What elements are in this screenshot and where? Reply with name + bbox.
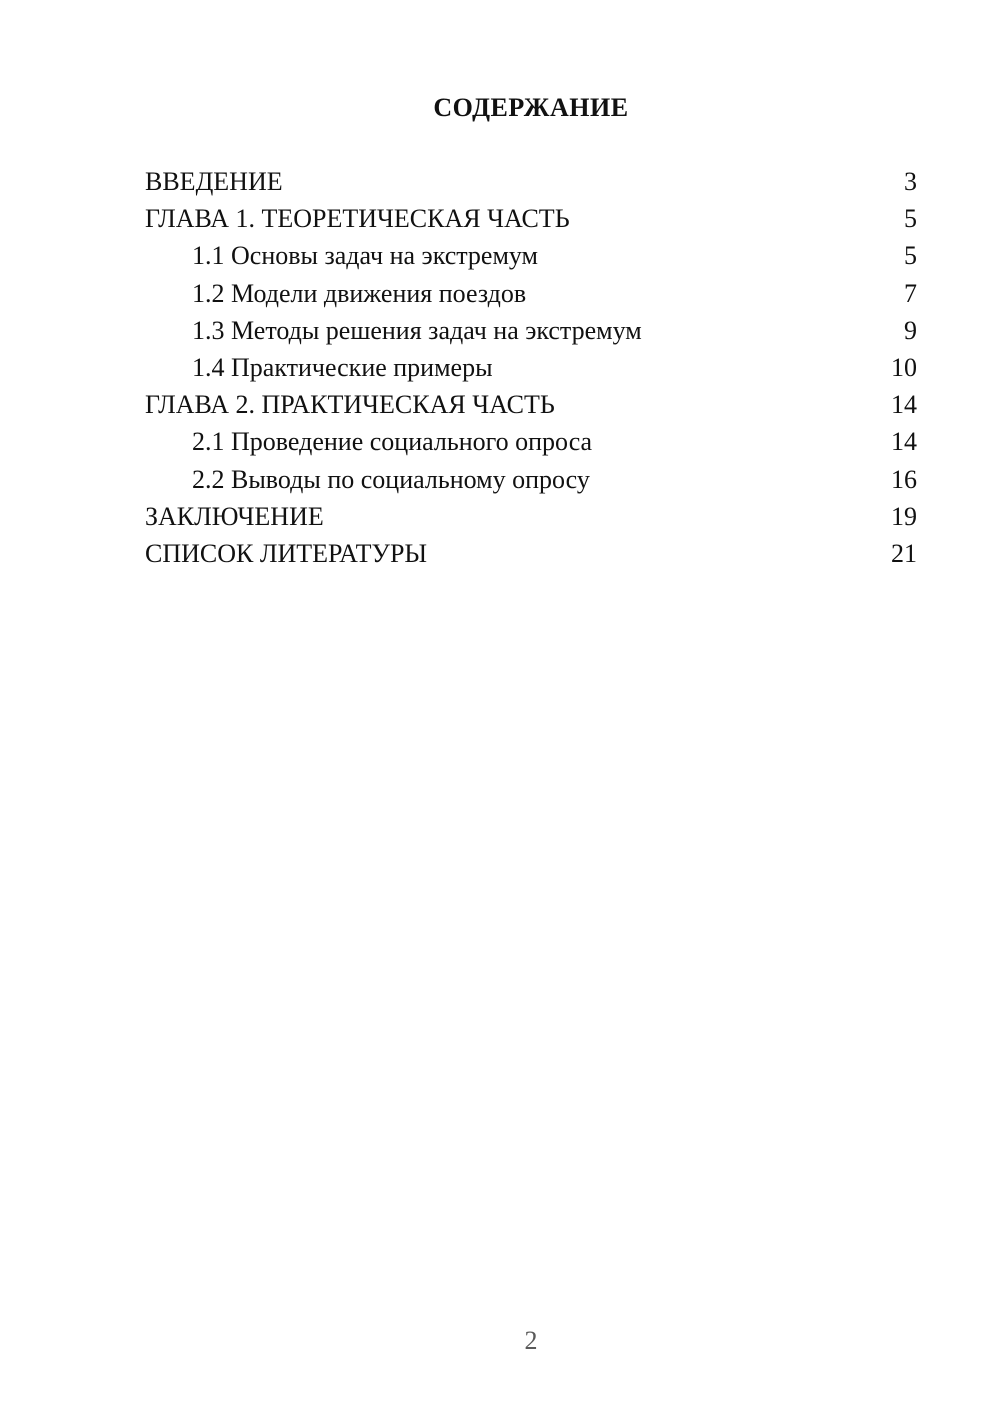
toc-entry-label: 1.3 Методы решения задач на экстремум — [192, 315, 642, 345]
toc-entry — [145, 275, 917, 312]
toc-entry-page: 9 — [904, 315, 917, 345]
table-of-contents — [145, 163, 917, 572]
toc-entry-page: 14 — [891, 390, 917, 420]
toc-entry-page: 5 — [904, 241, 917, 271]
toc-entry — [145, 237, 917, 274]
toc-entry-label: 1.1 Основы задач на экстремум — [192, 241, 539, 271]
toc-entry — [145, 461, 917, 498]
toc-entry-page: 19 — [891, 501, 917, 531]
toc-entry-label: ЗАКЛЮЧЕНИЕ — [145, 501, 324, 531]
toc-entry — [145, 200, 917, 237]
toc-entry — [145, 349, 917, 386]
toc-entry-label: СПИСОК ЛИТЕРАТУРЫ — [145, 539, 428, 569]
page-title: СОДЕРЖАНИЕ — [433, 93, 629, 122]
toc-entry-label: ГЛАВА 2. ПРАКТИЧЕСКАЯ ЧАСТЬ — [145, 390, 555, 420]
toc-entry-label: 2.2 Выводы по социальному опросу — [192, 464, 590, 494]
toc-entry-page: 5 — [904, 204, 917, 234]
toc-entry-page: 14 — [891, 427, 917, 457]
toc-entry-page: 10 — [891, 353, 917, 383]
toc-entry-page: 16 — [891, 464, 917, 494]
page-number: 2 — [524, 1326, 538, 1355]
toc-entry — [145, 312, 917, 349]
toc-entry — [145, 423, 917, 460]
toc-entry — [145, 163, 917, 200]
toc-entry-page: 7 — [904, 278, 917, 308]
toc-entry-page: 21 — [891, 539, 917, 569]
toc-entry — [145, 386, 917, 423]
toc-entry-label: ВВЕДЕНИЕ — [145, 167, 283, 196]
toc-entry-page: 3 — [904, 167, 917, 196]
toc-entry-label: ГЛАВА 1. ТЕОРЕТИЧЕСКАЯ ЧАСТЬ — [145, 204, 570, 234]
toc-entry — [145, 535, 917, 572]
toc-entry-label: 2.1 Проведение социального опроса — [192, 427, 593, 457]
toc-entry — [145, 498, 917, 535]
toc-entry-label: 1.2 Модели движения поездов — [192, 278, 527, 308]
toc-entry-label: 1.4 Практические примеры — [192, 353, 493, 383]
